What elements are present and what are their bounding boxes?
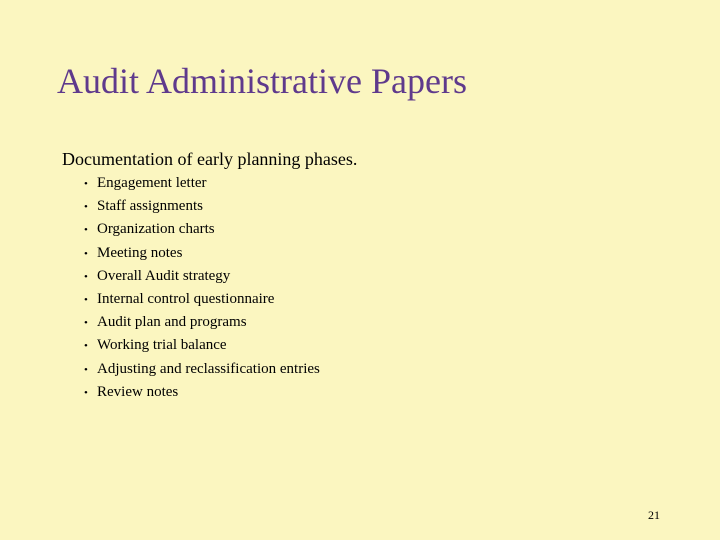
list-item [84,195,320,218]
bullet-icon: • [84,270,88,283]
page-number: 21 [648,508,660,522]
list-item [84,334,320,357]
list-item-text: Working trial balance [97,337,227,354]
list-item [84,218,320,241]
list-item [84,172,320,195]
slide-title: Audit Administrative Papers [57,61,467,101]
bullet-list [84,172,320,404]
list-item [84,358,320,381]
list-item [84,265,320,288]
intro-text: Documentation of early planning phases. [62,149,358,169]
bullet-icon: • [84,386,88,399]
list-item-text: Meeting notes [97,244,183,261]
list-item-text: Staff assignments [97,198,203,215]
list-item-text: Review notes [97,383,179,400]
list-item-text: Engagement letter [97,175,207,191]
bullet-icon: • [84,247,88,260]
list-item-text: Organization charts [97,221,215,238]
list-item [84,381,320,404]
list-item-text: Overall Audit strategy [97,267,231,284]
list-item [84,311,320,334]
bullet-icon: • [84,293,88,306]
bullet-icon: • [84,340,88,353]
list-item [84,242,320,265]
list-item-text: Adjusting and reclassification entries [97,360,320,377]
bullet-icon: • [84,201,88,214]
list-item [84,288,320,311]
list-item-text: Internal control questionnaire [97,290,275,307]
bullet-icon: • [84,178,88,190]
bullet-icon: • [84,363,88,376]
list-item-text: Audit plan and programs [97,314,247,331]
bullet-icon: • [84,317,88,330]
bullet-icon: • [84,224,88,237]
